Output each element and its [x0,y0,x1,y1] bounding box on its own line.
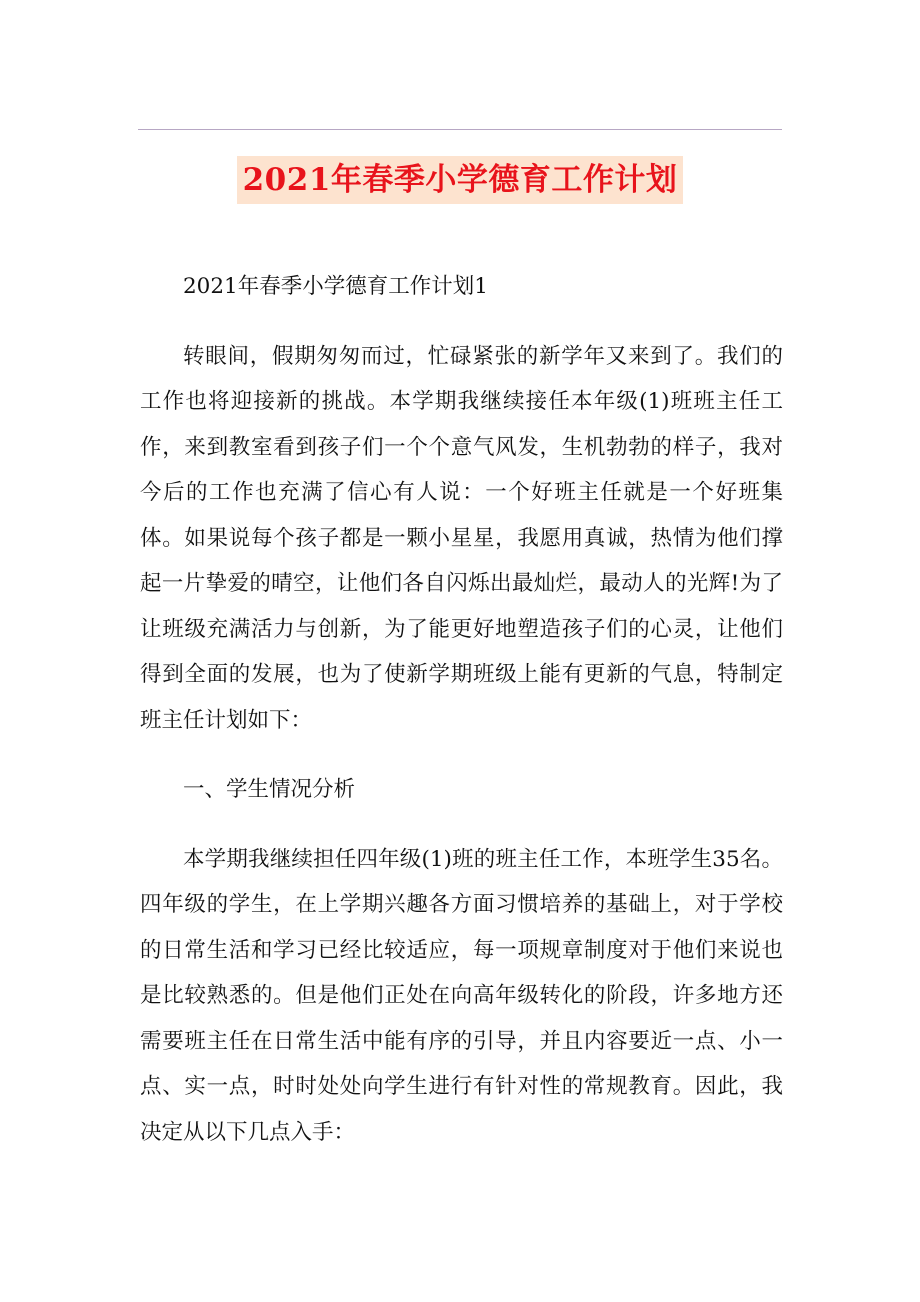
document-title: 2021年春季小学德育工作计划 [237,156,684,204]
paragraph-student-analysis: 本学期我继续担任四年级(1)班的班主任工作，本班学生35名。四年级的学生，在上学期兴趣各方面习惯培养的基础上，对于学校的日常生活和学习已经比较适应，每一项规章制度对于他们来说也是比较熟悉的。但是他们正处在向高年级转化的阶段，许多地方还需要班主任在日常生活中能有序的引导，并且内容要近一点、小一点、实一点，时时处处向学生进行有针对性的常规教育。因此，我决定从以下几点入手： [140,846,783,1145]
section-subtitle: 2021年春季小学德育工作计划1 [183,274,488,299]
header-rule [138,129,782,130]
section-heading: 一、学生情况分析 [183,777,356,802]
document-body [140,264,783,1179]
paragraph-intro: 转眼间，假期匆匆而过，忙碌紧张的新学年又来到了。我们的工作也将迎接新的挑战。本学期我继续接任本年级(1)班班主任工作，来到教室看到孩子们一个个意气风发，生机勃勃的样子，我对今后的工作也充满了信心有人说：一个好班主任就是一个好班集体。如果说每个孩子都是一颗小星星，我愿用真诚，热情为他们撑起一片挚爱的晴空，让他们各自闪烁出最灿烂，最动人的光辉!为了让班级充满活力与创新，为了能更好地塑造孩子们的心灵，让他们得到全面的发展，也为了使新学期班级上能有更新的气息，特制定班主任计划如下： [140,343,783,733]
title-container [0,156,920,204]
